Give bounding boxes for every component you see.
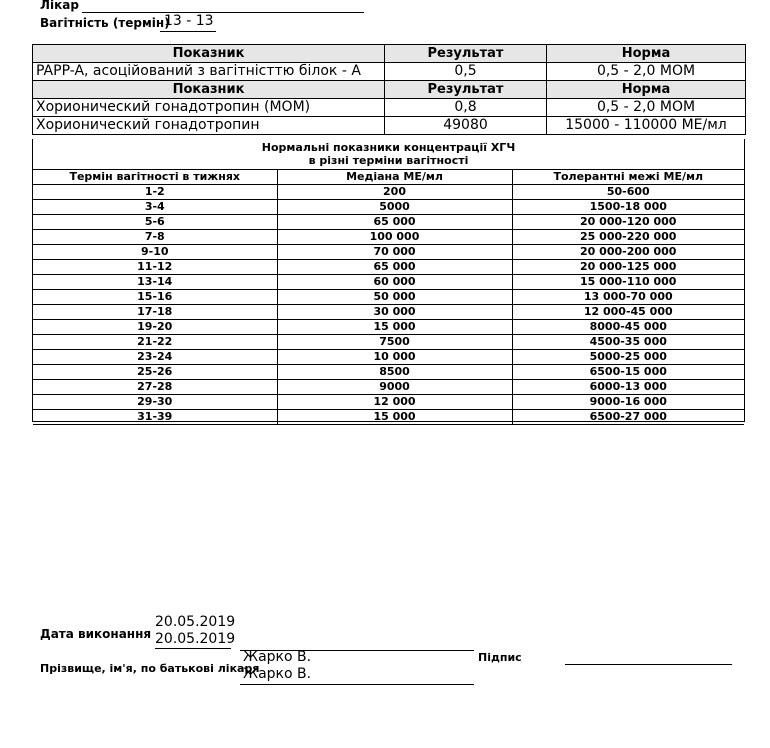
date-label: Дата виконання — [40, 627, 152, 641]
hcg-tolerance-cell: 6500-15 000 — [512, 365, 744, 380]
doctor-name-line — [240, 684, 474, 685]
hcg-table-row — [33, 410, 744, 425]
hcg-tolerance-cell: 15 000-110 000 — [512, 275, 744, 290]
hcg-tolerance-cell: 25 000-220 000 — [512, 230, 744, 245]
result-cell: 49080 — [385, 117, 547, 135]
doctor-name-value-repeat: Жарко В. — [243, 666, 312, 682]
hcg-tolerance-cell: 6500-27 000 — [512, 410, 744, 425]
hcg-table-row — [33, 380, 744, 395]
indicator-cell: PAPP-A, асоційований з вагітністтю білок - А — [33, 63, 385, 81]
header-indicator: Показник — [33, 81, 385, 99]
table-row — [33, 63, 746, 81]
hcg-tolerance-cell: 1500-18 000 — [512, 200, 744, 215]
hcg-median-cell: 15 000 — [277, 410, 512, 425]
doctor-label: Лікар — [40, 0, 79, 12]
hcg-tolerance-cell: 13 000-70 000 — [512, 290, 744, 305]
hcg-term-cell: 25-26 — [33, 365, 277, 380]
hcg-median-cell: 60 000 — [277, 275, 512, 290]
hcg-median-cell: 70 000 — [277, 245, 512, 260]
hcg-term-cell: 13-14 — [33, 275, 277, 290]
pregnancy-term-value: 13 - 13 — [164, 13, 214, 29]
hcg-tolerance-cell: 20 000-200 000 — [512, 245, 744, 260]
result-cell: 0,8 — [385, 99, 547, 117]
hcg-term-cell: 31-39 — [33, 410, 277, 425]
doctor-name-value: Жарко В. — [243, 649, 312, 665]
hcg-table-row — [33, 200, 744, 215]
hcg-tolerance-cell: 4500-35 000 — [512, 335, 744, 350]
hcg-term-cell: 17-18 — [33, 305, 277, 320]
hcg-title-line2: в різні терміни вагітності — [308, 154, 469, 167]
hcg-table-row — [33, 260, 744, 275]
header-indicator: Показник — [33, 45, 385, 63]
hcg-table-row — [33, 290, 744, 305]
hcg-tolerance-cell: 9000-16 000 — [512, 395, 744, 410]
hcg-tolerance-cell: 8000-45 000 — [512, 320, 744, 335]
doctor-name-label: Прізвище, ім'я, по батькові лікаря — [40, 662, 260, 675]
hcg-term-cell: 5-6 — [33, 215, 277, 230]
doctor-line — [82, 12, 364, 13]
hcg-tolerance-cell: 50-600 — [512, 185, 744, 200]
pregnancy-term-label: Вагітність (термін) — [40, 16, 170, 30]
hcg-table-row — [33, 320, 744, 335]
hcg-table-row — [33, 395, 744, 410]
hcg-col-tolerance: Толерантні межі МЕ/мл — [512, 170, 744, 185]
hcg-table-row — [33, 365, 744, 380]
hcg-table-row — [33, 185, 744, 200]
date-line — [155, 648, 231, 649]
header-norm: Норма — [547, 81, 746, 99]
hcg-term-cell: 27-28 — [33, 380, 277, 395]
hcg-title — [33, 141, 744, 167]
hcg-tolerance-cell: 12 000-45 000 — [512, 305, 744, 320]
hcg-table-row — [33, 245, 744, 260]
table-header-row — [33, 81, 746, 99]
header-norm: Норма — [547, 45, 746, 63]
hcg-median-cell: 200 — [277, 185, 512, 200]
hcg-table-row — [33, 335, 744, 350]
norm-cell: 15000 - 110000 МЕ/мл — [547, 117, 746, 135]
result-cell: 0,5 — [385, 63, 547, 81]
hcg-tolerance-cell: 5000-25 000 — [512, 350, 744, 365]
hcg-term-cell: 7-8 — [33, 230, 277, 245]
table-row — [33, 117, 746, 135]
hcg-term-cell: 21-22 — [33, 335, 277, 350]
hcg-tolerance-cell: 6000-13 000 — [512, 380, 744, 395]
hcg-term-cell: 1-2 — [33, 185, 277, 200]
hcg-median-cell: 100 000 — [277, 230, 512, 245]
hcg-term-cell: 23-24 — [33, 350, 277, 365]
hcg-tolerance-cell: 20 000-120 000 — [512, 215, 744, 230]
hcg-tolerance-cell: 20 000-125 000 — [512, 260, 744, 275]
hcg-median-cell: 7500 — [277, 335, 512, 350]
hcg-term-cell: 3-4 — [33, 200, 277, 215]
hcg-col-term: Термін вагітності в тижнях — [33, 170, 277, 185]
hcg-median-cell: 9000 — [277, 380, 512, 395]
hcg-median-cell: 15 000 — [277, 320, 512, 335]
hcg-median-cell: 65 000 — [277, 215, 512, 230]
results-table — [32, 44, 746, 135]
header-result: Результат — [385, 45, 547, 63]
date-value-repeat: 20.05.2019 — [155, 631, 236, 647]
hcg-term-cell: 11-12 — [33, 260, 277, 275]
hcg-term-cell: 9-10 — [33, 245, 277, 260]
hcg-table-row — [33, 275, 744, 290]
pregnancy-term-line — [160, 31, 216, 32]
hcg-median-cell: 65 000 — [277, 260, 512, 275]
hcg-table — [33, 169, 744, 425]
hcg-reference-block — [32, 139, 745, 422]
hcg-table-row — [33, 350, 744, 365]
hcg-term-cell: 29-30 — [33, 395, 277, 410]
norm-cell: 0,5 - 2,0 МОМ — [547, 63, 746, 81]
norm-cell: 0,5 - 2,0 МОМ — [547, 99, 746, 117]
hcg-title-line1: Нормальні показники концентрації ХГЧ — [261, 141, 516, 154]
indicator-cell: Хорионический гонадотропин — [33, 117, 385, 135]
hcg-median-cell: 10 000 — [277, 350, 512, 365]
hcg-header-row — [33, 170, 744, 185]
hcg-median-cell: 8500 — [277, 365, 512, 380]
hcg-table-row — [33, 305, 744, 320]
hcg-term-cell: 15-16 — [33, 290, 277, 305]
hcg-median-cell: 30 000 — [277, 305, 512, 320]
hcg-col-median: Медіана МЕ/мл — [277, 170, 512, 185]
date-value: 20.05.2019 — [155, 614, 236, 630]
hcg-median-cell: 12 000 — [277, 395, 512, 410]
signature-line — [565, 664, 732, 665]
indicator-cell: Хорионический гонадотропин (МОМ) — [33, 99, 385, 117]
header-result: Результат — [385, 81, 547, 99]
hcg-term-cell: 19-20 — [33, 320, 277, 335]
hcg-median-cell: 50 000 — [277, 290, 512, 305]
table-header-row — [33, 45, 746, 63]
hcg-table-row — [33, 230, 744, 245]
hcg-median-cell: 5000 — [277, 200, 512, 215]
doctor-name-line-top — [240, 650, 474, 651]
table-row — [33, 99, 746, 117]
signature-label: Підпис — [478, 651, 522, 664]
hcg-table-row — [33, 215, 744, 230]
